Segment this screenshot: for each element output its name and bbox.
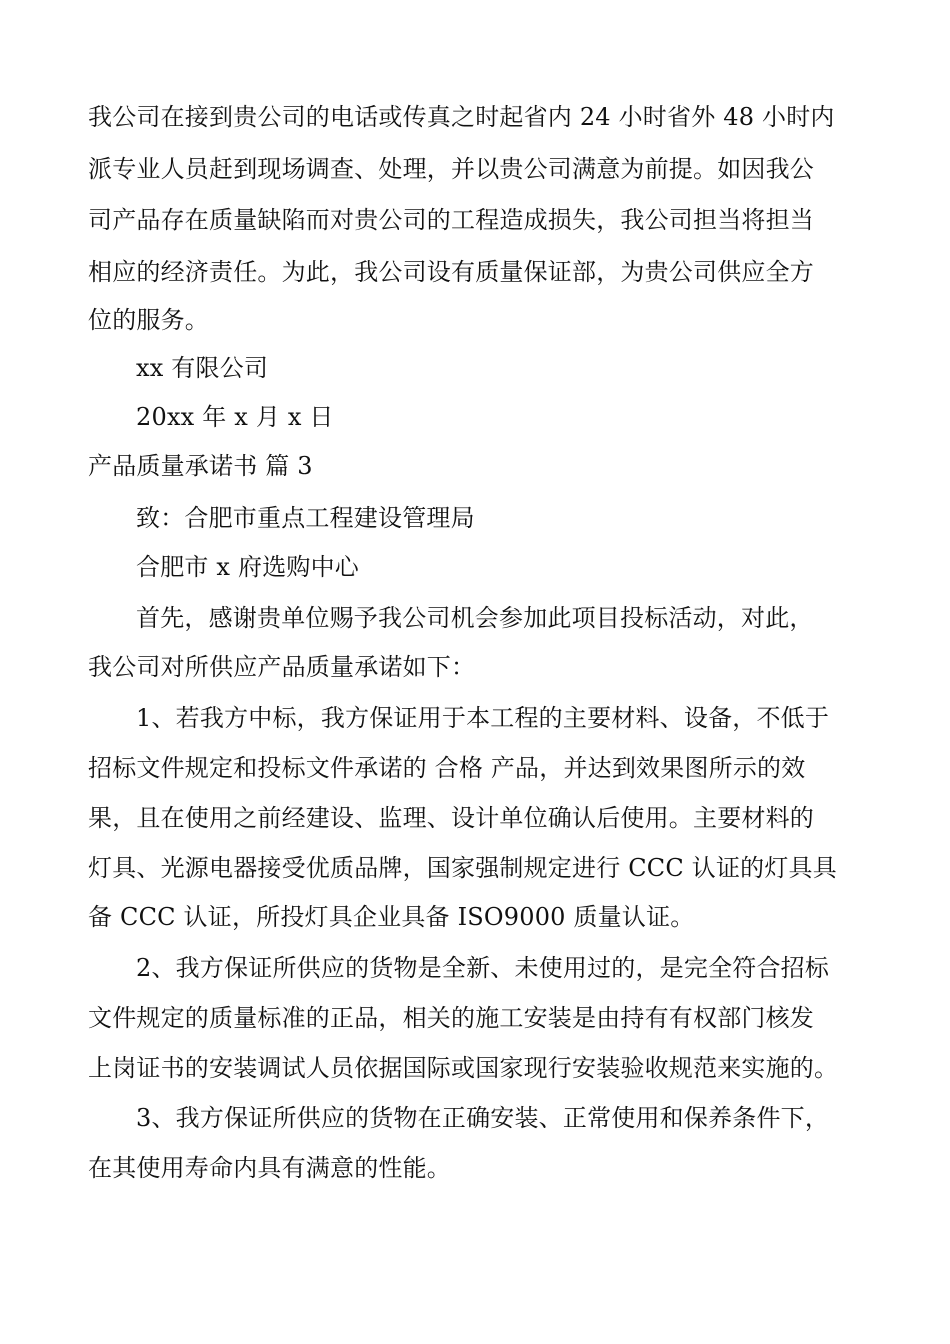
paragraph-line: 我公司对所供应产品质量承诺如下： bbox=[88, 653, 476, 681]
paragraph-line: 招标文件规定和投标文件承诺的 合格 产品，并达到效果图所示的效 bbox=[88, 754, 806, 782]
paragraph-line: 上岗证书的安装调试人员依据国际或国家现行安装验收规范来实施的。 bbox=[88, 1054, 839, 1082]
section-title: 产品质量承诺书 篇 3 bbox=[88, 452, 313, 480]
paragraph-line: 位的服务。 bbox=[88, 306, 209, 334]
paragraph-line: 文件规定的质量标准的正品，相关的施工安装是由持有有权部门核发 bbox=[88, 1004, 814, 1032]
paragraph-line: 灯具、光源电器接受优质品牌，国家强制规定进行 CCC 认证的灯具具 bbox=[88, 854, 837, 882]
paragraph-line: 我公司在接到贵公司的电话或传真之时起省内 24 小时省外 48 小时内 bbox=[88, 103, 835, 131]
paragraph-line: 派专业人员赶到现场调查、处理，并以贵公司满意为前提。如因我公 bbox=[88, 155, 814, 183]
addressee-line: 致：合肥市重点工程建设管理局 bbox=[136, 504, 475, 532]
paragraph-line: 果，且在使用之前经建设、监理、设计单位确认后使用。主要材料的 bbox=[88, 804, 814, 832]
commitment-item-1: 1、若我方中标，我方保证用于本工程的主要材料、设备，不低于 bbox=[136, 704, 830, 732]
company-signature: xx 有限公司 bbox=[136, 354, 269, 382]
paragraph-line: 备 CCC 认证，所投灯具企业具备 ISO9000 质量认证。 bbox=[88, 903, 695, 931]
commitment-item-3: 3、我方保证所供应的货物在正确安装、正常使用和保养条件下， bbox=[136, 1104, 830, 1132]
addressee-line: 合肥市 x 府选购中心 bbox=[136, 553, 359, 581]
paragraph-line: 司产品存在质量缺陷而对贵公司的工程造成损失，我公司担当将担当 bbox=[88, 206, 814, 234]
signature-date: 20xx 年 x 月 x 日 bbox=[136, 403, 334, 431]
paragraph-line: 相应的经济责任。为此，我公司设有质量保证部，为贵公司供应全方 bbox=[88, 258, 814, 286]
paragraph-line: 首先，感谢贵单位赐予我公司机会参加此项目投标活动，对此， bbox=[136, 604, 814, 632]
commitment-item-2: 2、我方保证所供应的货物是全新、未使用过的，是完全符合招标 bbox=[136, 954, 830, 982]
paragraph-line: 在其使用寿命内具有满意的性能。 bbox=[88, 1154, 451, 1182]
